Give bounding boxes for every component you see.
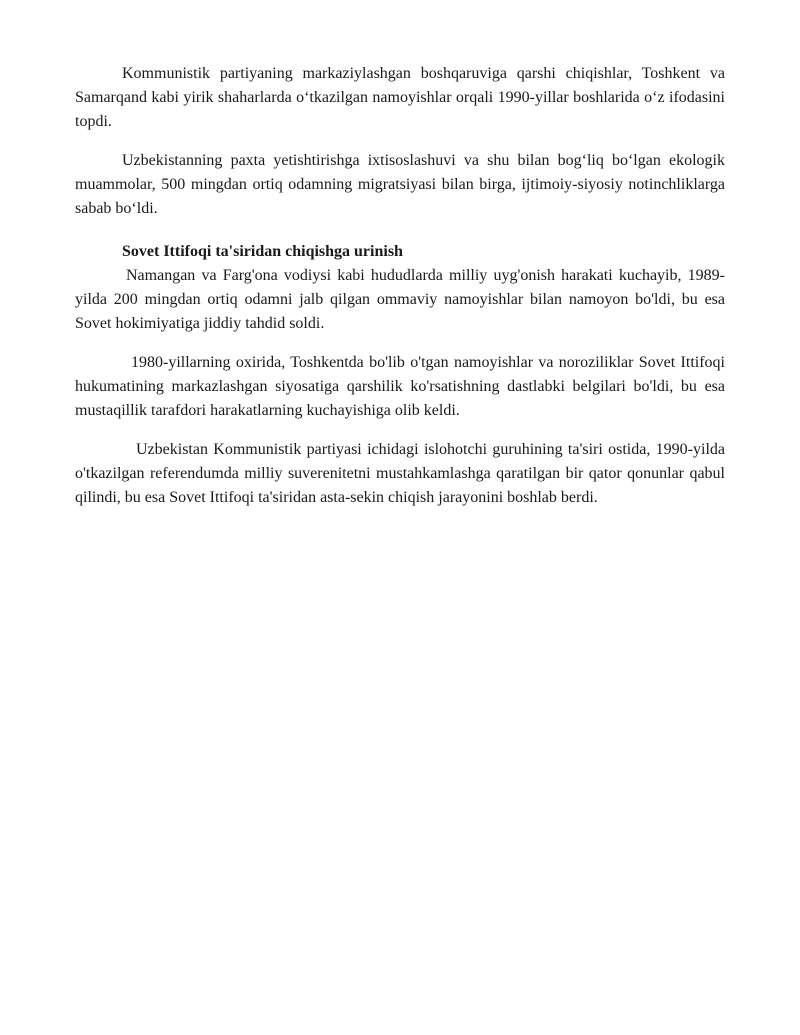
- paragraph-tashkent-protests: 1980-yillarning oxirida, Toshkentda bo'lib o'tgan namoyishlar va noroziliklar Sovet Ittifoqi hukumatining markazlashgan siyosatiga qarshilik ko'rsatishning dastlabki belgilari bo'ldi, bu esa mustaqillik tarafdori harakatlarning kuchayishiga olib keldi.: [75, 354, 725, 419]
- paragraph-namangan-movement: Namangan va Farg'ona vodiysi kabi hududlarda milliy uyg'onish harakati kuchayib, 1989-yilda 200 mingdan ortiq odamni jalb qilgan ommaviy namoyishlar bilan namoyon bo'ldi, bu esa Sovet hokimiyatiga jiddiy tahdid soldi.: [75, 267, 725, 332]
- paragraph-referendum: Uzbekistan Kommunistik partiyasi ichidagi islohotchi guruhining ta'siri ostida, 1990-yilda o'tkazilgan referendumda milliy suverenitetni mustahkamlashga qaratilgan bir qator qonunlar qabul qilindi, bu esa Sovet Ittifoqi ta'siridan asta-sekin chiqish jarayonini boshlab berdi.: [75, 441, 725, 506]
- document-page: [75, 62, 725, 510]
- section-heading: Sovet Ittifoqi ta'siridan chiqishga urinish: [122, 243, 403, 260]
- paragraph-communist-protests: Kommunistik partiyaning markaziylashgan boshqaruviga qarshi chiqishlar, Toshkent va Samarqand kabi yirik shaharlarda o‘tkazilgan namoyishlar orqali 1990-yillar boshlarida o‘z ifodasini topdi.: [75, 65, 725, 130]
- paragraph-cotton-ecology: Uzbekistanning paxta yetishtirishga ixtisoslashuvi va shu bilan bog‘liq bo‘lgan ekologik muammolar, 500 mingdan ortiq odamning migratsiyasi bilan birga, ijtimoiy-siyosiy notinchliklarga sabab bo‘ldi.: [75, 152, 725, 217]
